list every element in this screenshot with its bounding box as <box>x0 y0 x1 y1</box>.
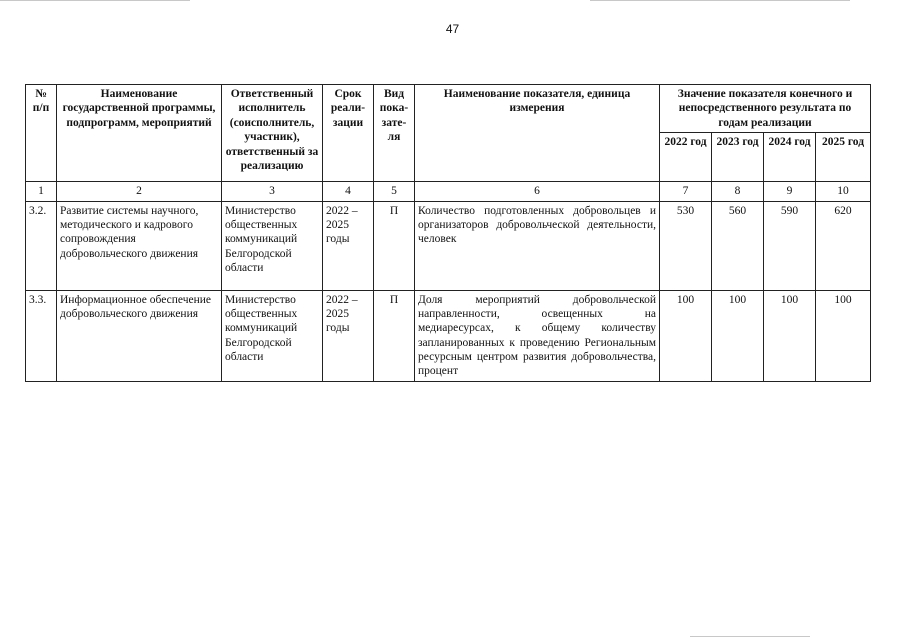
row-value-2022: 100 <box>660 290 712 381</box>
column-number: 7 <box>660 182 712 201</box>
row-value-2024: 590 <box>764 201 816 290</box>
scan-artifact-top-right <box>590 0 850 1</box>
header-year-2024: 2024 год <box>764 133 816 182</box>
column-number: 2 <box>57 182 222 201</box>
table-row <box>26 290 871 381</box>
header-type: Вид пока-зате-ля <box>374 85 415 182</box>
header-year-2023: 2023 год <box>712 133 764 182</box>
row-value-2023: 560 <box>712 201 764 290</box>
row-indicator-type: П <box>374 290 415 381</box>
column-number: 9 <box>764 182 816 201</box>
row-program-name: Информационное обеспечение добровольческого движения <box>57 290 222 381</box>
column-numbers-row <box>26 182 871 201</box>
row-executor: Министерство общественных коммуникаций Белгородской области <box>222 290 323 381</box>
row-value-2023: 100 <box>712 290 764 381</box>
scan-artifact-bottom <box>690 636 810 637</box>
column-number: 10 <box>816 182 871 201</box>
row-term: 2022 – 2025 годы <box>323 290 374 381</box>
row-num: 3.3. <box>26 290 57 381</box>
row-indicator-name: Количество подготовленных добровольцев и организаторов добровольческой деятельности, человек <box>415 201 660 290</box>
header-executor: Ответственный исполнитель (соисполнитель, участник), ответственный за реализацию <box>222 85 323 182</box>
row-value-2025: 100 <box>816 290 871 381</box>
page-number: 47 <box>445 22 460 36</box>
column-number: 5 <box>374 182 415 201</box>
row-indicator-name: Доля мероприятий добровольческой направленности, освещенных на медиаресурсах, к общему количеству запланированных к проведению Региональным ресурсным центром развития добровольчества, процент <box>415 290 660 381</box>
row-value-2022: 530 <box>660 201 712 290</box>
row-value-2024: 100 <box>764 290 816 381</box>
row-term: 2022 – 2025 годы <box>323 201 374 290</box>
scan-artifact-top <box>0 0 190 1</box>
column-number: 1 <box>26 182 57 201</box>
column-number: 4 <box>323 182 374 201</box>
header-values-group: Значение показателя конечного и непосредственного результата по годам реализации <box>660 85 871 133</box>
row-indicator-type: П <box>374 201 415 290</box>
header-year-2025: 2025 год <box>816 133 871 182</box>
column-number: 8 <box>712 182 764 201</box>
column-number: 6 <box>415 182 660 201</box>
row-program-name: Развитие системы научного, методического и кадрового сопровождения добровольческого движения <box>57 201 222 290</box>
indicators-table <box>25 84 871 382</box>
column-number: 3 <box>222 182 323 201</box>
row-value-2025: 620 <box>816 201 871 290</box>
header-term: Срок реали-зации <box>323 85 374 182</box>
header-num: № п/п <box>26 85 57 182</box>
row-num: 3.2. <box>26 201 57 290</box>
row-executor: Министерство общественных коммуникаций Белгородской области <box>222 201 323 290</box>
header-year-2022: 2022 год <box>660 133 712 182</box>
header-indicator: Наименование показателя, единица измерения <box>415 85 660 182</box>
table-row <box>26 201 871 290</box>
header-name: Наименование государственной программы, подпрограмм, мероприятий <box>57 85 222 182</box>
header-row <box>26 85 871 133</box>
